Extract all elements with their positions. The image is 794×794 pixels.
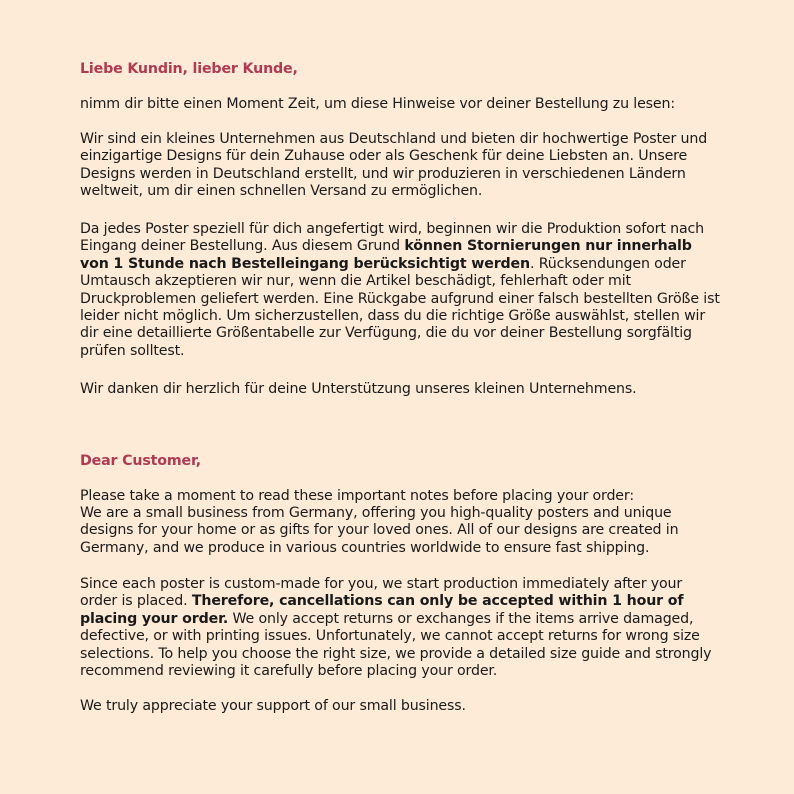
english-policy [80, 576, 720, 680]
german-intro: nimm dir bitte einen Moment Zeit, um diese Hinweise vor deiner Bestellung zu lesen: [80, 96, 675, 112]
english-policy-start: Since each poster is custom-made for you, we start production immediately after your order is placed. [80, 576, 683, 610]
english-policy-end: We only accept returns or exchanges if the items arrive damaged, defective, or with printing issues. Unfortunately, we cannot accept returns for wrong size selections. To help you choose the right size, we provide a detailed size guide and strongly recommend reviewing it carefully before placing your order. [80, 610, 712, 680]
english-greeting: Dear Customer, [80, 453, 201, 469]
german-policy-start: Da jedes Poster speziell für dich angefertigt wird, beginnen wir die Produktion sofort nach Eingang deiner Bestellung. Aus diesem Grund [80, 221, 704, 255]
german-policy [80, 221, 720, 360]
english-policy-bold: Therefore, cancellations can only be accepted within 1 hour of placing your order. [80, 593, 684, 627]
english-thanks: We truly appreciate your support of our small business. [80, 698, 466, 714]
german-greeting: Liebe Kundin, lieber Kunde, [80, 61, 298, 77]
german-policy-bold: können Stornierungen nur innerhalb von 1 Stunde nach Bestelleingang berücksichtigt werden [80, 238, 692, 272]
german-about: Wir sind ein kleines Unternehmen aus Deutschland und bieten dir hochwertige Poster und einzigartige Designs für dein Zuhause oder als Geschenk für deine Liebsten an. Unsere Designs werden in Deutschland erstellt, und wir produzieren in verschiedenen Ländern weltweit, um dir einen schnellen Versand zu ermöglichen. [80, 131, 708, 200]
german-thanks: Wir danken dir herzlich für deine Unterstützung unseres kleinen Unternehmens. [80, 381, 637, 397]
english-about: We are a small business from Germany, offering you high-quality posters and unique designs for your home or as gifts for your loved ones. All of our designs are created in Germany, and we produce in various countries worldwide to ensure fast shipping. [80, 505, 679, 556]
english-intro: Please take a moment to read these important notes before placing your order: [80, 488, 634, 504]
german-policy-end: . Rücksendungen oder Umtausch akzeptieren wir nur, wenn die Artikel beschädigt, fehlerhaft oder mit Druckproblemen geliefert werden. Eine Rückgabe aufgrund einer falsch bestellten Größe ist leider nicht möglich. Um sicherzustellen, dass du die richtige Größe auswählst, stellen wir dir eine detaillierte Größentabelle zur Verfügung, die du vor deiner Bestellung sorgfältig prüfen solltest. [80, 255, 720, 359]
